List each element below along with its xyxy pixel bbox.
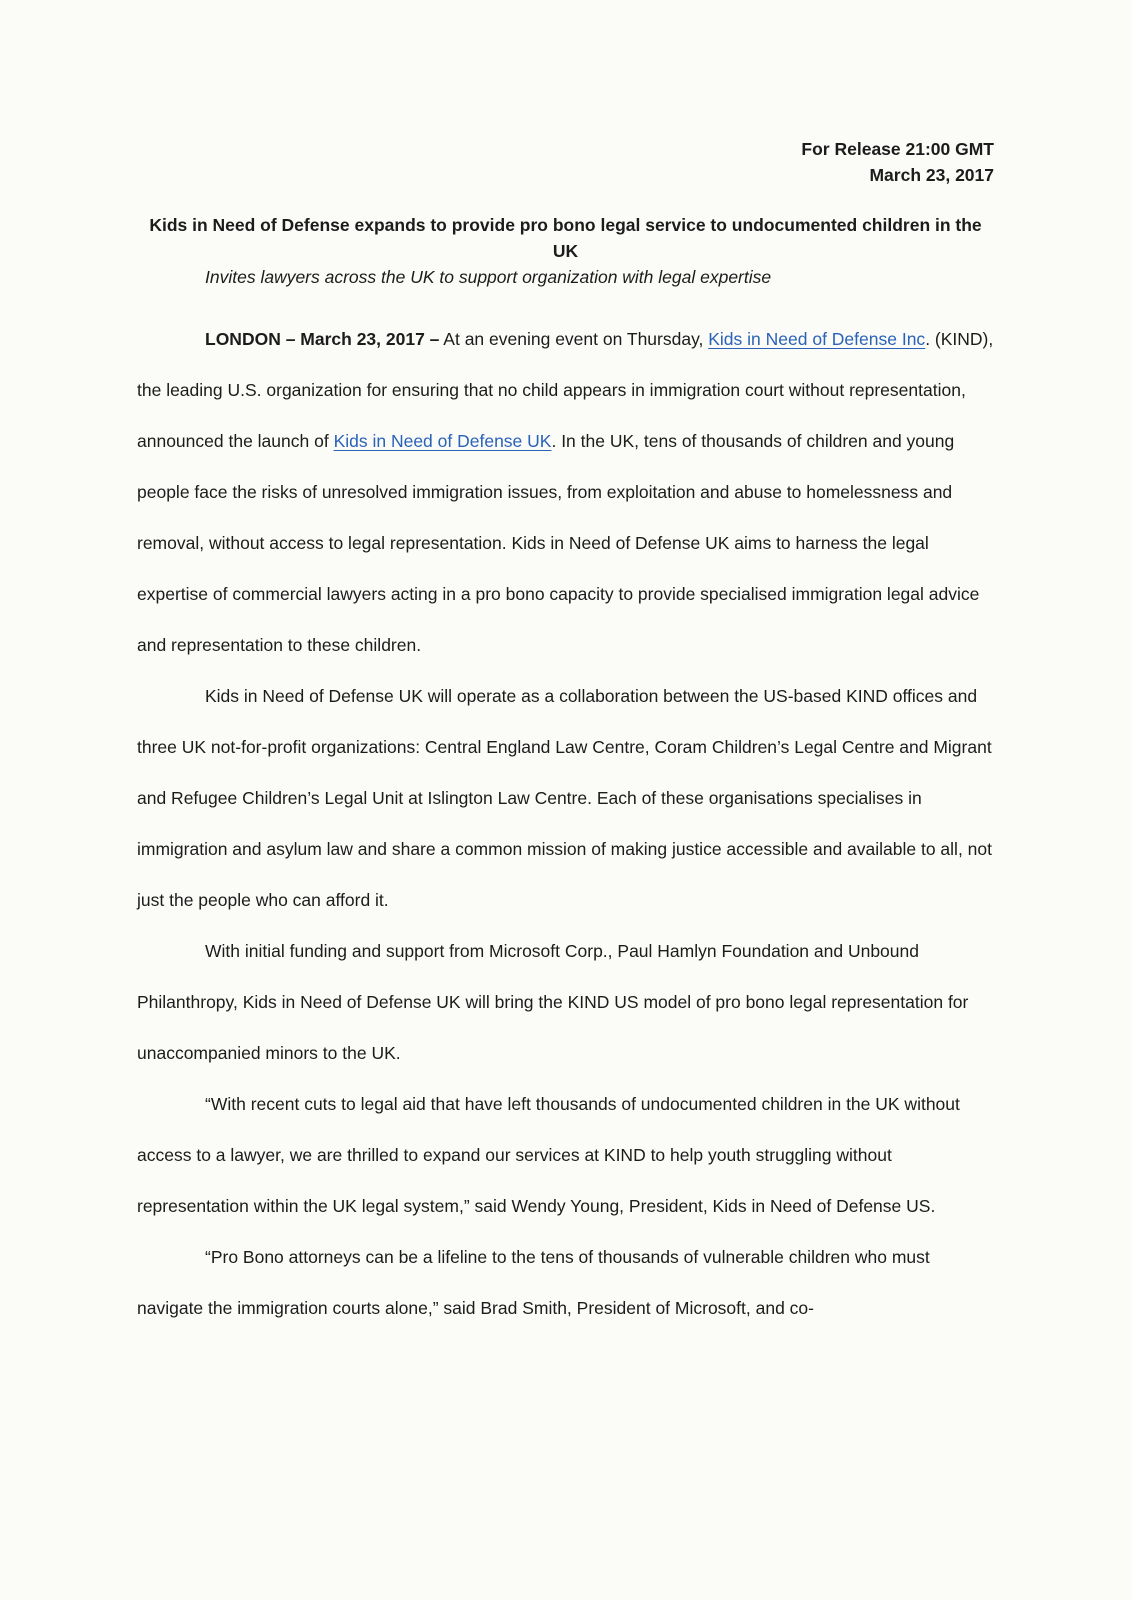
paragraph-4: “With recent cuts to legal aid that have left thousands of undocumented children in the UK without access to a lawyer, we are thrilled to expand our services at KIND to help youth struggling without representation within the UK legal system,” said Wendy Young, President, Kids in Need of Defense US. [137, 1094, 960, 1216]
paragraph-1-text-a: At an evening event on Thursday, [439, 329, 709, 349]
paragraph-1-text-b: . (KIND), the leading U.S. organization for ensuring that no child appears in immigration court without representation, announced the launch of [137, 329, 994, 451]
paragraph-3: With initial funding and support from Microsoft Corp., Paul Hamlyn Foundation and Unbound Philanthropy, Kids in Need of Defense UK will bring the KIND US model of pro bono legal representation for unaccompanied minors to the UK. [137, 941, 969, 1063]
release-time: For Release 21:00 GMT [801, 139, 994, 159]
dateline: LONDON – March 23, 2017 – [205, 329, 440, 349]
paragraph-1-text-c: . In the UK, tens of thousands of children and young people face the risks of unresolved immigration issues, from exploitation and abuse to homelessness and removal, without access to legal representation. Kids in Need of Defense UK aims to harness the legal expertise of commercial lawyers acting in a pro bono capacity to provide specialised immigration legal advice and representation to these children. [137, 431, 980, 655]
kind-inc-link[interactable]: Kids in Need of Defense Inc [708, 329, 926, 349]
headline: Kids in Need of Defense expands to provide pro bono legal service to undocumented children in the UK [149, 215, 982, 261]
kind-uk-link[interactable]: Kids in Need of Defense UK [333, 431, 552, 451]
paragraph-5: “Pro Bono attorneys can be a lifeline to the tens of thousands of vulnerable children who must navigate the immigration courts alone,” said Brad Smith, President of Microsoft, and co- [137, 1247, 930, 1318]
paragraph-2: Kids in Need of Defense UK will operate as a collaboration between the US-based KIND offices and three UK not-for-profit organizations: Central England Law Centre, Coram Children’s Legal Centre and Migrant and Refugee Children’s Legal Unit at Islington Law Centre. Each of these organisations specialises in immigration and asylum law and share a common mission of making justice accessible and available to all, not just the people who can afford it. [137, 686, 992, 910]
release-info [801, 136, 994, 188]
article-body [137, 314, 995, 1334]
paragraph-1 [137, 314, 995, 671]
subheadline: Invites lawyers across the UK to support organization with legal expertise [205, 267, 772, 287]
release-date: March 23, 2017 [869, 165, 994, 185]
